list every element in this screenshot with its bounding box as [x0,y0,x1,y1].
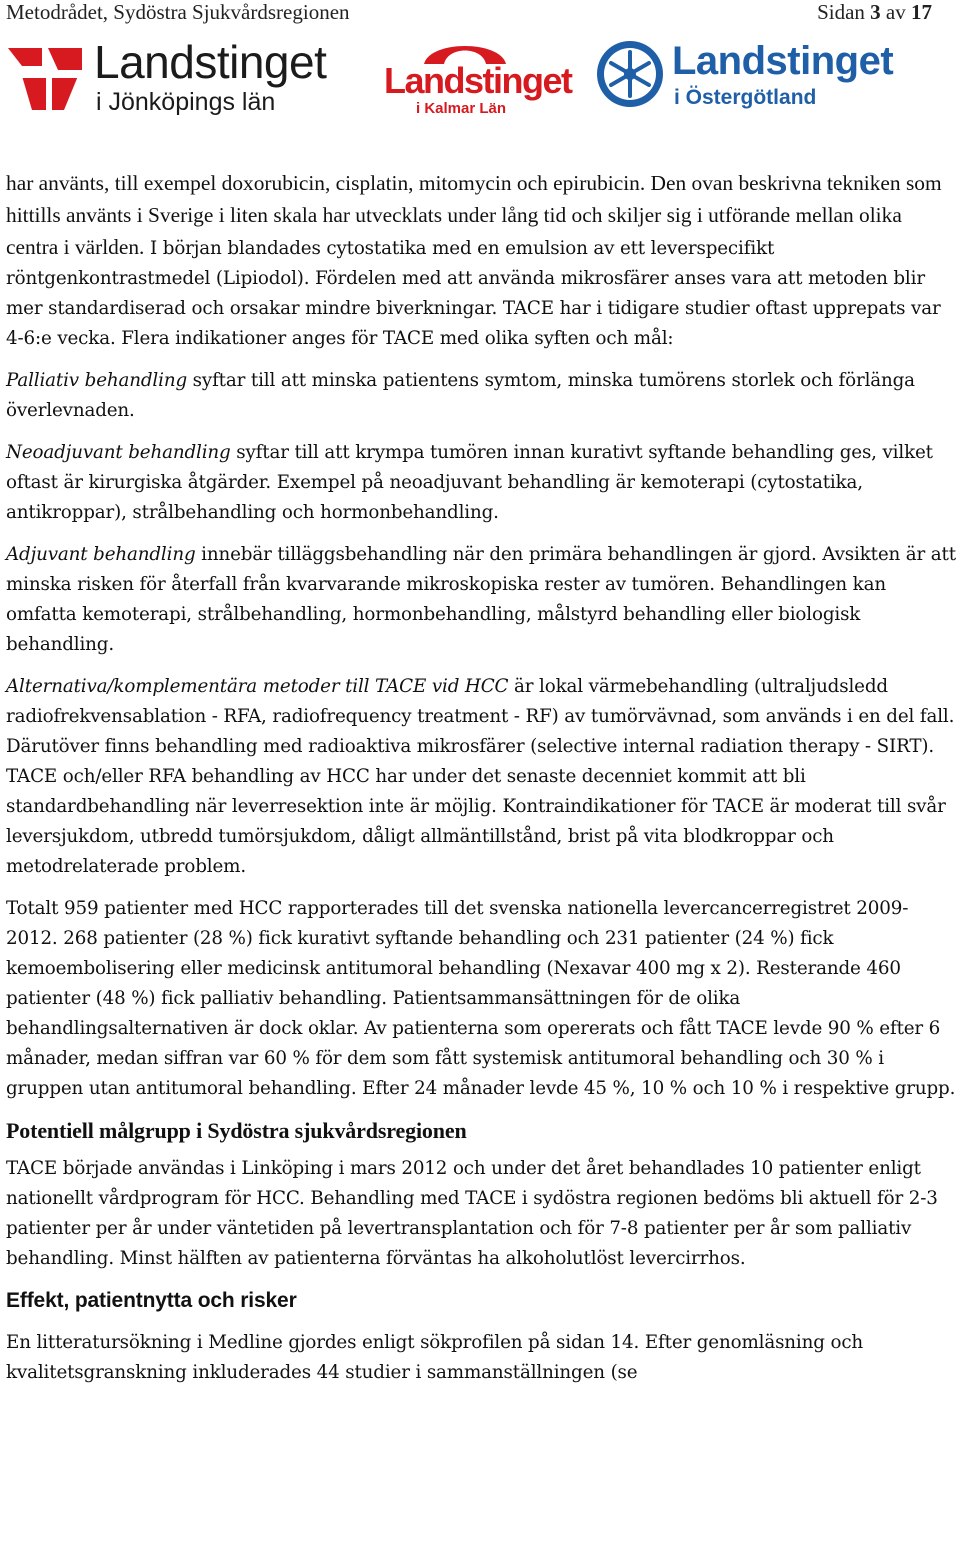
paragraph-adjuvant [6,540,956,660]
paragraph-literature: En litteratursökning i Medline gjordes enligt sökprofilen på sidan 14. Efter genomläsning och kvalitetsgranskning inkluderades 44 studier i sammanställningen (se [6,1332,864,1383]
page-number [817,0,932,25]
document-body [6,168,956,1400]
logo-bar [0,30,960,122]
logo-jonkoping-name: Landstinget [94,36,327,88]
paragraph-alternatives [6,672,956,882]
paragraph-palliative-text: syftar till att minska patientens symtom, minska tumörens storlek och förlänga överlevnaden. [6,370,915,421]
term-alternatives: Alternativa/komplementära metoder till TACE vid HCC [6,676,509,697]
snowflake-emblem-icon [594,38,666,110]
logo-ostergotland-name: Landstinget [672,39,894,83]
logo-ostergotland [594,34,960,118]
term-palliative: Palliativ behandling [6,370,187,391]
term-neoadjuvant: Neoadjuvant behandling [6,442,231,463]
page-current: 3 [870,0,881,24]
section-heading-effect: Effekt, patientnytta och risker [6,1289,297,1312]
header-organization: Metodrådet, Sydöstra Sjukvårdsregionen [6,0,350,24]
paragraph-registry: Totalt 959 patienter med HCC rapporterades till det svenska nationella levercancerregistret 2009-2012. 268 patienter (28 %) fick kurativt syftande behandling och 231 patienter (24 %) fick kemoembolisering eller medicinsk antitumoral behandling (Nexavar 400 mg x 2). Resterande 460 patienter (48 %) fick palliativ behandling. Patientsammansättningen för de olika behandlingsalternativen är dock oklar. Av patienterna som opererats och fått TACE levde 90 % efter 6 månader, medan siffran var 60 % för dem som fått systemisk antitumoral behandling och 30 % i gruppen utan antitumoral behandling. Efter 24 månader levde 45 %, 10 % och 10 % i respektive grupp. [6,898,956,1099]
logo-ostergotland-region: i Östergötland [674,86,817,109]
paragraph-alternatives-text: är lokal värmebehandling (ultraljudsledd radiofrekvensablation - RFA, radiofrequency treatment - RF) av tumörvävnad, som används i en del fall. Därutöver finns behandling med radioaktiva mikrosfärer (selective internal radiation therapy - SIRT). TACE och/eller RFA behandling av HCC har under det senaste decenniet kommit att bli standardbehandling när leverresektion inte är möjlig. Kontraindikationer för TACE är moderat till svår leversjukdom, utbredd tumörsjukdom, dåligt allmäntillstånd, brist på vita blodkroppar och metodrelaterade problem. [6,676,955,877]
page-separator: av [885,0,906,24]
page-prefix: Sidan [817,0,865,24]
paragraph-neoadjuvant-text: syftar till att krympa tumören innan kurativt syftande behandling ges, vilket oftast är kirurgiska åtgärder. Exempel på neoadjuvant behandling är kemoterapi (cytostatika, antikroppar), strålbehandling och hormonbehandling. [6,442,933,523]
logo-kalmar-region: i Kalmar Län [416,100,507,117]
logo-kalmar-name: Landstinget [384,60,572,101]
paragraph-neoadjuvant [6,438,956,528]
term-adjuvant: Adjuvant behandling [6,544,196,565]
paragraph-adjuvant-text: innebär tilläggsbehandling när den primära behandlingen är gjord. Avsikten är att minska risken för återfall från kvarvarande mikroskopiska rester av tumören. Behandlingen kan omfatta kemoterapi, strålbehandling, hormonbehandling, målstyrd behandling eller biologisk behandling. [6,544,956,655]
page-total: 17 [911,0,932,24]
paragraph-methods [6,168,956,354]
section-heading-target-group: Potentiell målgrupp i Sydöstra sjukvårdsregionen [6,1118,467,1143]
paragraph-methods-part2: I början blandades cytostatika med en emulsion av ett leverspecifikt röntgenkontrastmedel (Lipiodol). Fördelen med att använda mikrosfärer anses vara att metoden blir mer standardiserad och orsakar mindre biverkningar. TACE har i tidigare studier oftast upprepats var 4-6:e vecka. Flera indikationer anges för TACE med olika syften och mål: [6,238,941,349]
paragraph-target-group: TACE började användas i Linköping i mars 2012 och under det året behandlades 10 patienter enligt nationellt vårdprogram för HCC. Behandling med TACE i sydöstra regionen bedöms bli aktuell för 2-3 patienter per år under väntetiden på levertransplantation och för 7-8 patienter per år som palliativ behandling. Minst hälften av patienterna förväntas ha alkoholutlöst levercirrhos. [6,1158,938,1269]
logo-kalmar [384,36,572,118]
page-header [6,0,956,26]
logo-jonkoping [2,36,342,116]
logo-jonkoping-region: i Jönköpings län [96,88,276,116]
red-cross-icon [2,36,92,116]
paragraph-palliative [6,366,956,426]
paragraph-methods-part1: har använts, till exempel doxorubicin, cisplatin, mitomycin och epirubicin. Den ovan beskrivna tekniken som hittills använts i Sverige i liten skala har utvecklats under lång tid och skiljer sig i utförande mellan olika centra i världen. [6,171,942,259]
